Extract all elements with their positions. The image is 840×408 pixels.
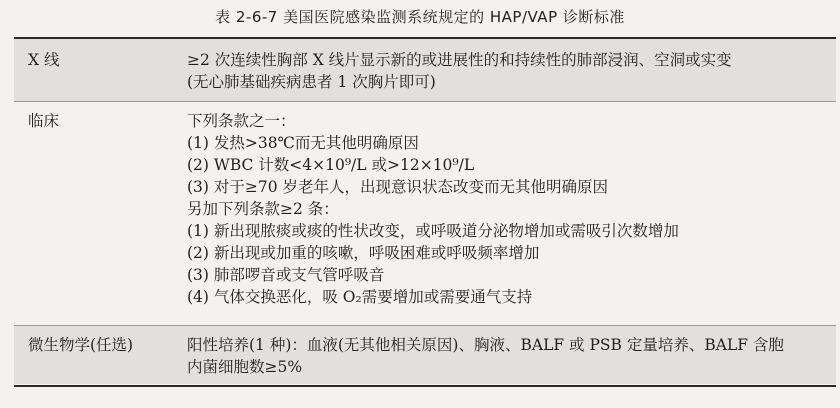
row-micro-line: 内菌细胞数≥5% (187, 358, 303, 376)
row-clinical-line: 另加下列条款≥2 条： (187, 200, 339, 218)
row-clinical-body (187, 110, 828, 308)
table-bottom-rule (14, 385, 836, 387)
row-clinical-label: 临床 (28, 112, 60, 130)
row-clinical-line: (1) 新出现脓痰或痰的性状改变，或呼吸道分泌物增加或需吸引次数增加 (187, 222, 679, 240)
row-xray-label: X 线 (28, 51, 60, 69)
table-row-divider (14, 101, 836, 102)
row-clinical-line: (2) WBC 计数<4×10⁹/L 或>12×10⁹/L (187, 156, 475, 174)
row-clinical-line: (4) 气体交换恶化，吸 O₂需要增加或需要通气支持 (187, 288, 533, 306)
row-clinical-line: (1) 发热>38℃而无其他明确原因 (187, 134, 419, 152)
row-micro-line: 阳性培养(1 种)：血液(无其他相关原因)、胸液、BALF 或 PSB 定量培养、BALF 含胞 (187, 336, 784, 354)
row-xray-body (187, 49, 828, 93)
row-clinical-line: (3) 肺部啰音或支气管呼吸音 (187, 266, 385, 284)
row-micro-label: 微生物学(任选) (28, 336, 134, 354)
row-xray-line: ≥2 次连续性胸部 X 线片显示新的或进展性的和持续性的肺部浸润、空洞或实变 (187, 51, 732, 69)
row-xray-line: (无心肺基础疾病患者 1 次胸片即可) (187, 73, 436, 91)
row-clinical-line: 下列条款之一： (187, 112, 296, 130)
row-clinical-line: (3) 对于≥70 岁老年人，出现意识状态改变而无其他明确原因 (187, 178, 609, 196)
row-clinical-line: (2) 新出现或加重的咳嗽，呼吸困难或呼吸频率增加 (187, 244, 540, 262)
row-micro-body (187, 334, 828, 378)
table-caption: 表 2-6-7 美国医院感染监测系统规定的 HAP/VAP 诊断标准 (215, 8, 625, 26)
